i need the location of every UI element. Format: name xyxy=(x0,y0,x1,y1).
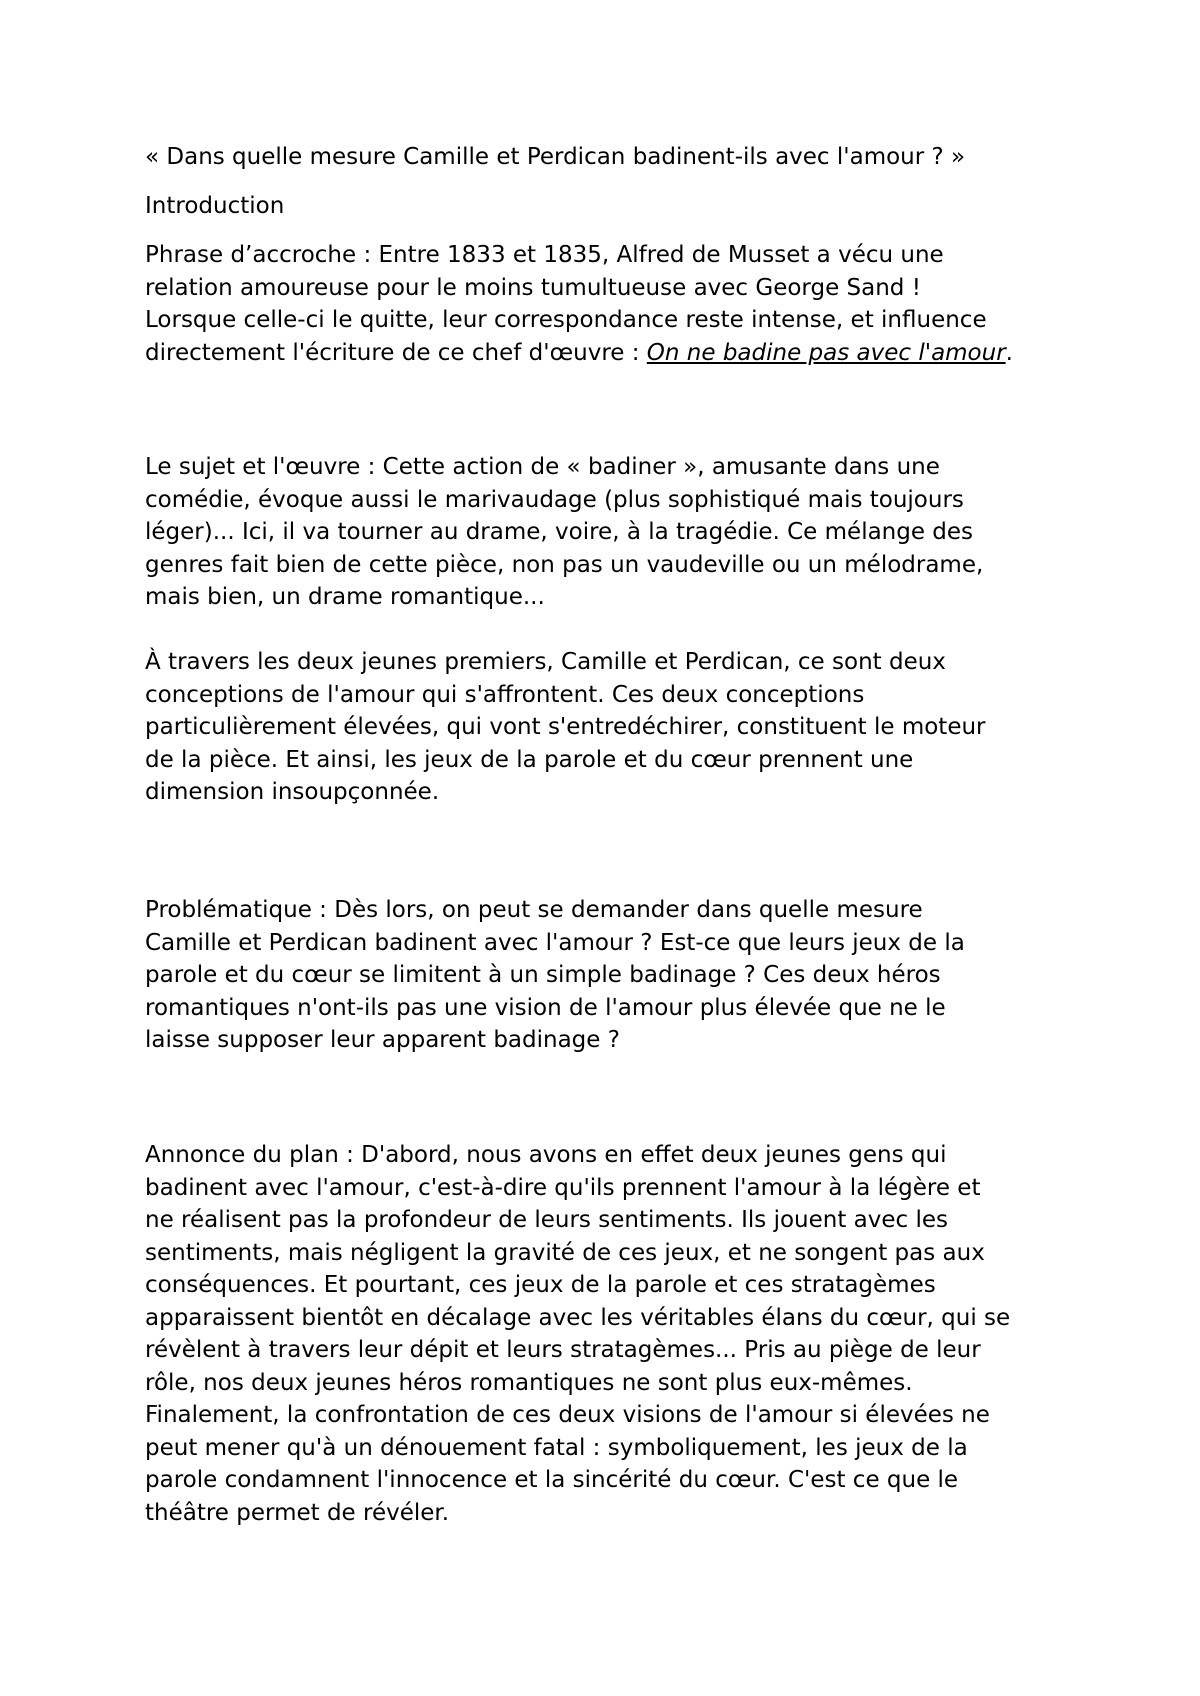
text-line: À travers les deux jeunes premiers, Camille et Perdican, ce sont deux xyxy=(145,649,946,675)
title-question-text: « Dans quelle mesure Camille et Perdican badinent-ils avec l'amour ? » xyxy=(145,144,966,170)
text-line: Phrase d’accroche : Entre 1833 et 1835, Alfred de Musset a vécu une xyxy=(145,242,944,268)
text-line: Annonce du plan : D'abord, nous avons en effet deux jeunes gens qui xyxy=(145,1142,947,1168)
section-heading-text: Introduction xyxy=(145,193,285,219)
text-line: dimension insoupçonnée. xyxy=(145,779,440,805)
text-line: Camille et Perdican badinent avec l'amour ? Est-ce que leurs jeux de la xyxy=(145,929,965,956)
paragraph-annonce-plan xyxy=(145,1139,1085,1529)
paragraph-sujet-oeuvre xyxy=(145,451,1085,614)
section-heading xyxy=(145,190,1085,223)
text-line: apparaissent bientôt en décalage avec les véritables élans du cœur, qui se xyxy=(145,1304,1011,1331)
text-line xyxy=(145,337,1085,370)
text-line: parole et du cœur se limitent à un simple badinage ? Ces deux héros xyxy=(145,962,941,988)
text-line: peut mener qu'à un dénouement fatal : symboliquement, les jeux de la xyxy=(145,1434,968,1461)
text-line: conceptions de l'amour qui s'affrontent. Ces deux conceptions xyxy=(145,681,865,708)
paragraph-personnages xyxy=(145,646,1085,809)
title-question xyxy=(145,141,1085,174)
text-line: Finalement, la confrontation de ces deux visions de l'amour si élevées ne xyxy=(145,1402,990,1428)
text-line: de la pièce. Et ainsi, les jeux de la parole et du cœur prennent une xyxy=(145,746,914,773)
paragraph-problematique xyxy=(145,894,1085,1057)
text-line: romantiques n'ont-ils pas une vision de l'amour plus élevée que ne le xyxy=(145,994,946,1021)
text-line: léger)... Ici, il va tourner au drame, voire, à la tragédie. Ce mélange des xyxy=(145,519,974,545)
text-line: badinent avec l'amour, c'est-à-dire qu'ils prennent l'amour à la légère et xyxy=(145,1174,981,1201)
text-line: mais bien, un drame romantique... xyxy=(145,584,545,610)
text-line: comédie, évoque aussi le marivaudage (plus sophistiqué mais toujours xyxy=(145,486,964,513)
text-line: sentiments, mais négligent la gravité de ces jeux, et ne songent pas aux xyxy=(145,1239,985,1266)
text-line: révèlent à travers leur dépit et leurs stratagèmes... Pris au piège de leur xyxy=(145,1337,981,1363)
text-fragment: directement l'écriture de ce chef d'œuvre : xyxy=(145,339,647,366)
text-line: genres fait bien de cette pièce, non pas un vaudeville ou un mélodrame, xyxy=(145,551,984,578)
text-fragment: . xyxy=(1005,339,1013,366)
text-line: laisse supposer leur apparent badinage ? xyxy=(145,1027,620,1053)
paragraph-accroche xyxy=(145,239,1085,369)
text-line: relation amoureuse pour le moins tumultueuse avec George Sand ! xyxy=(145,274,921,301)
text-line: Problématique : Dès lors, on peut se demander dans quelle mesure xyxy=(145,897,923,923)
text-line: ne réalisent pas la profondeur de leurs sentiments. Ils jouent avec les xyxy=(145,1207,949,1233)
text-line: rôle, nos deux jeunes héros romantiques ne sont plus eux-mêmes. xyxy=(145,1369,913,1396)
book-title: On ne badine pas avec l'amour xyxy=(646,339,1006,366)
text-line: théâtre permet de révéler. xyxy=(145,1499,450,1526)
text-line: particulièrement élevées, qui vont s'entredéchirer, constituent le moteur xyxy=(145,714,986,740)
text-line: Lorsque celle-ci le quitte, leur correspondance reste intense, et influence xyxy=(145,307,987,333)
text-line: Le sujet et l'œuvre : Cette action de « badiner », amusante dans une xyxy=(145,454,940,480)
text-line: parole condamnent l'innocence et la sincérité du cœur. C'est ce que le xyxy=(145,1467,959,1493)
text-line: conséquences. Et pourtant, ces jeux de la parole et ces stratagèmes xyxy=(145,1272,936,1298)
